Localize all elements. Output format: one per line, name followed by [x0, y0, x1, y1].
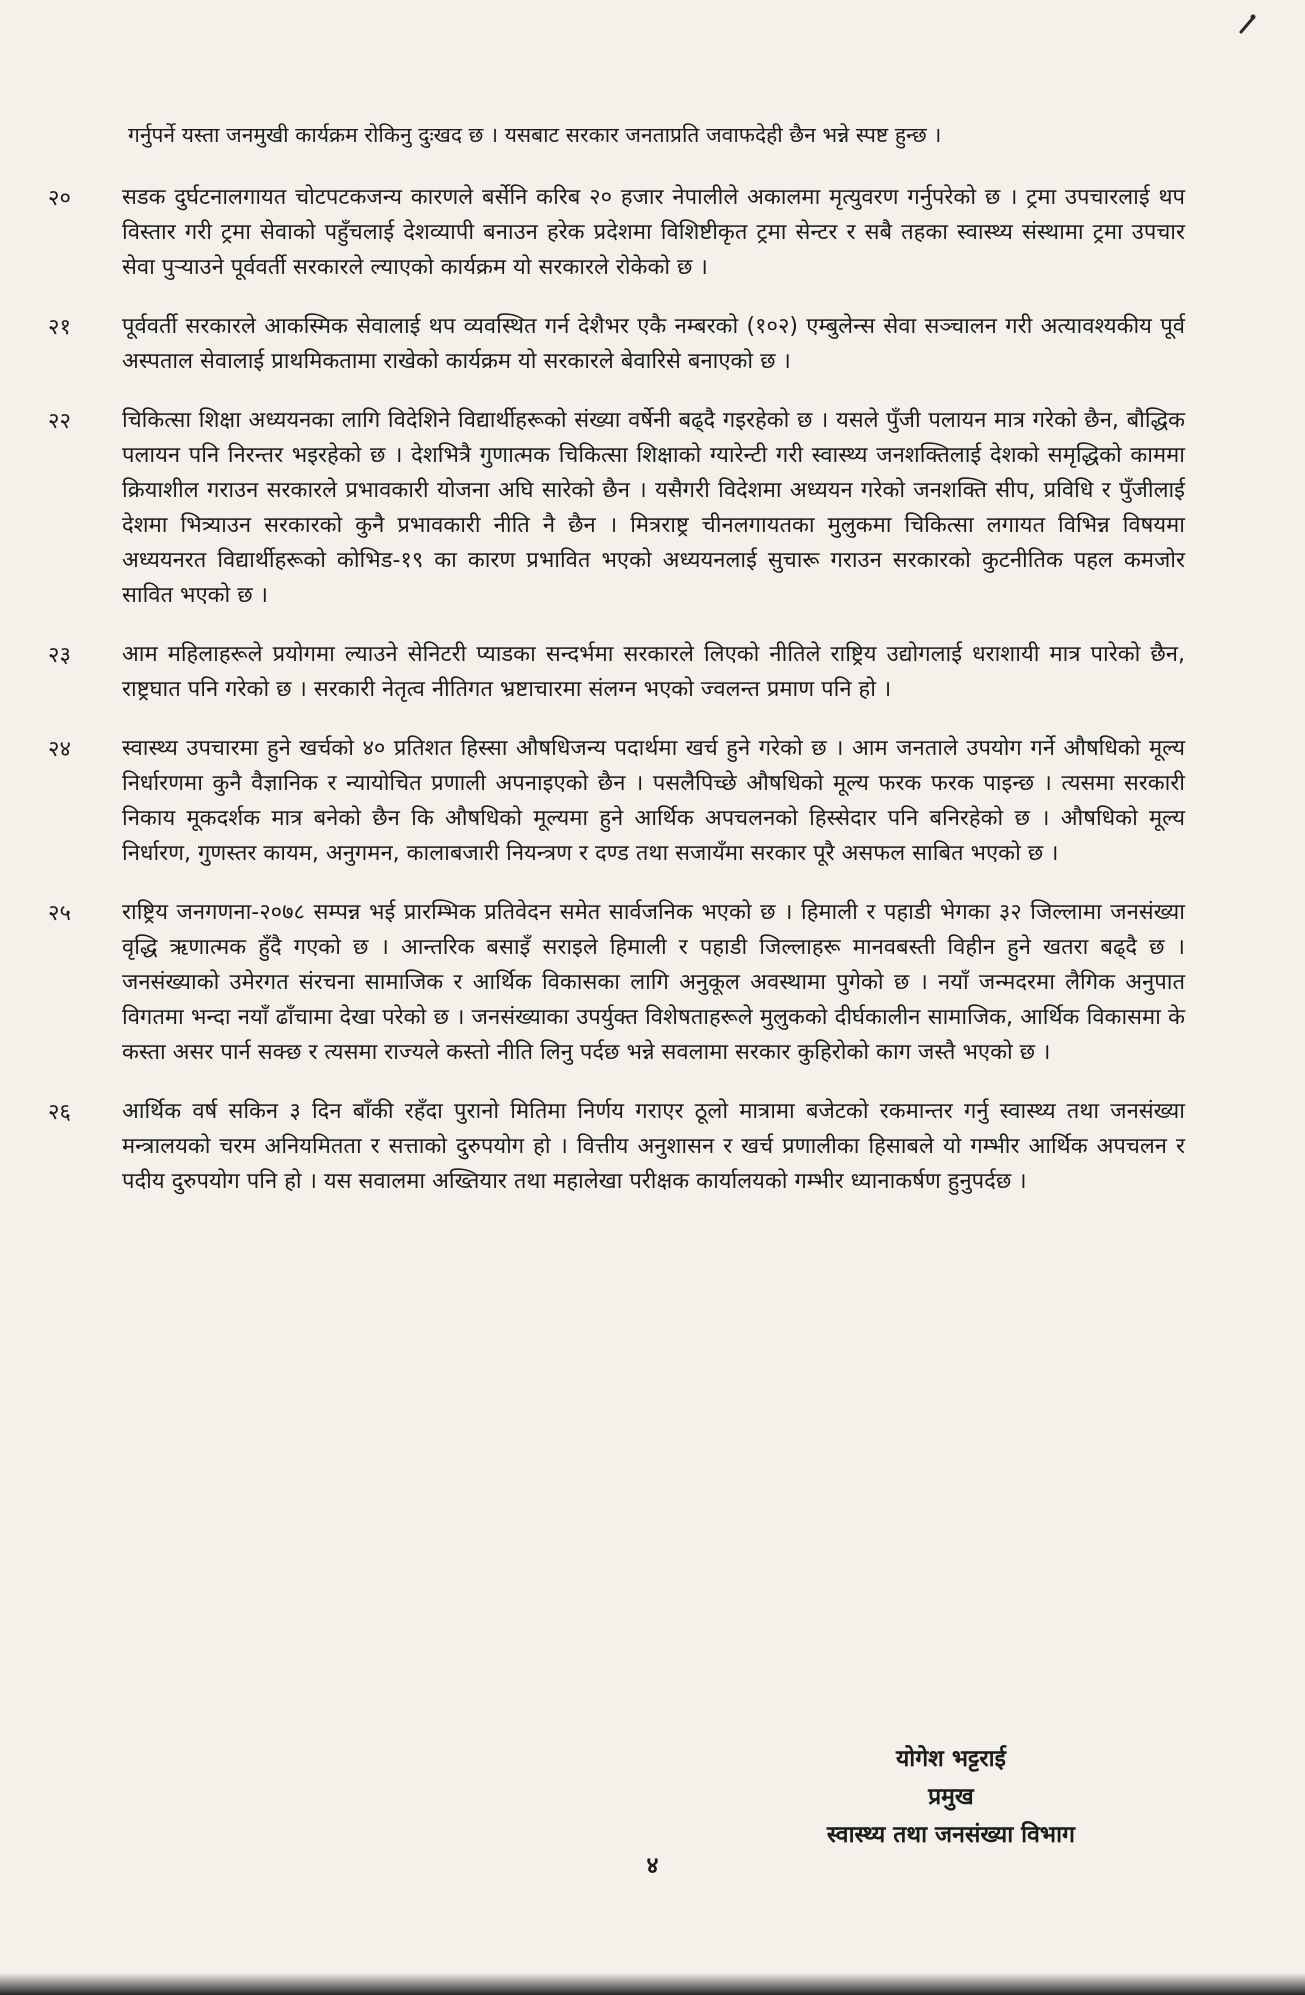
item-text: सडक दुर्घटनालगायत चोटपटकजन्य कारणले बर्सेनि करिब २० हजार नेपालीले अकालमा मृत्युवरण गर्नुपरेको छ । ट्रमा उपचारलाई थप विस्तार गरी ट्रमा सेवाको पहुँचलाई देशव्यापी बनाउन हरेक प्रदेशमा विशिष्टीकृत ट्रमा सेन्टर र सबै तहका स्वास्थ्य संस्थामा ट्रमा उपचार सेवा पुऱ्याउने पूर्ववर्ती सरकारले ल्याएको कार्यक्रम यो सरकारले रोकेको छ । — [122, 185, 1185, 280]
pen-mark-icon — [1235, 12, 1259, 36]
scan-edge-shadow — [0, 1973, 1305, 1995]
list-item — [48, 403, 1185, 613]
item-number: २३ — [48, 643, 71, 668]
item-number: २० — [48, 186, 71, 211]
item-text: आम महिलाहरूले प्रयोगमा ल्याउने सेनिटरी प्याडका सन्दर्भमा सरकारले लिएको नीतिले राष्ट्रिय उद्योगलाई धराशायी मात्र पारेको छैन, राष्ट्रघात पनि गरेको छ । सरकारी नेतृत्व नीतिगत भ्रष्टाचारमा संलग्न भएको ज्वलन्त प्रमाण पनि हो । — [122, 642, 1185, 702]
item-number: २५ — [48, 901, 71, 926]
item-text: राष्ट्रिय जनगणना-२०७८ सम्पन्न भई प्रारम्भिक प्रतिवेदन समेत सार्वजनिक भएको छ । हिमाली र पहाडी भेगका ३२ जिल्लामा जनसंख्या वृद्धि ऋणात्मक हुँदै गएको छ । आन्तरिक बसाइँ सराइले हिमाली र पहाडी जिल्लाहरू मानवबस्ती विहीन हुने खतरा बढ्दै छ । जनसंख्याको उमेरगत संरचना सामाजिक र आर्थिक विकासका लागि अनुकूल अवस्थामा पुगेको छ । नयाँ जन्मदरमा लैगिक अनुपात विगतमा भन्दा नयाँ ढाँचामा देखा परेको छ । जनसंख्याका उपर्युक्त विशेषताहरूले मुलुकको दीर्घकालीन सामाजिक, आर्थिक विकासमा के कस्ता असर पार्न सक्छ र त्यसमा राज्यले कस्तो नीति लिनु पर्दछ भन्ने सवलामा सरकार कुहिरोको काग जस्तै भएको छ । — [122, 900, 1185, 1065]
list-item — [48, 637, 1185, 707]
signatory-role: प्रमुख — [928, 1784, 974, 1810]
signatory-department: स्वास्थ्य तथा जनसंख्या विभाग — [826, 1822, 1075, 1848]
list-item — [48, 895, 1185, 1070]
item-number: २६ — [48, 1100, 71, 1125]
list-item — [48, 180, 1185, 285]
list-item — [48, 1094, 1185, 1199]
item-number: २१ — [48, 315, 71, 340]
list-item — [48, 731, 1185, 871]
item-number: २४ — [48, 737, 71, 762]
signatory-name: योगेश भट्टराई — [895, 1746, 1006, 1772]
item-number: २२ — [48, 409, 71, 434]
lead-paragraph: गर्नुपर्ने यस्ता जनमुखी कार्यक्रम रोकिनु दुःखद छ । यसबाट सरकार जनताप्रति जवाफदेही छैन भन्ने स्पष्ट हुन्छ । — [128, 123, 942, 147]
item-text: स्वास्थ्य उपचारमा हुने खर्चको ४० प्रतिशत हिस्सा औषधिजन्य पदार्थमा खर्च हुने गरेको छ । आम जनताले उपयोग गर्ने औषधिको मूल्य निर्धारणमा कुनै वैज्ञानिक र न्यायोचित प्रणाली अपनाइएको छैन । पसलैपिच्छे औषधिको मूल्य फरक फरक पाइन्छ । त्यसमा सरकारी निकाय मूकदर्शक मात्र बनेको छैन कि औषधिको मूल्यमा हुने आर्थिक अपचलनको हिस्सेदार पनि बनिरहेको छ । औषधिको मूल्य निर्धारण, गुणस्तर कायम, अनुगमन, कालाबजारी नियन्त्रण र दण्ड तथा सजायँमा सरकार पूरै असफल साबित भएको छ । — [122, 736, 1185, 866]
item-text: आर्थिक वर्ष सकिन ३ दिन बाँकी रहँदा पुरानो मितिमा निर्णय गराएर ठूलो मात्रामा बजेटको रकमान्तर गर्नु स्वास्थ्य तथा जनसंख्या मन्त्रालयको चरम अनियमितता र सत्ताको दुरुपयोग हो । वित्तीय अनुशासन र खर्च प्रणालीका हिसाबले यो गम्भीर आर्थिक अपचलन र पदीय दुरुपयोग पनि हो । यस सवालमा अख्तियार तथा महालेखा परीक्षक कार्यालयको गम्भीर ध्यानाकर्षण हुनुपर्दछ । — [122, 1099, 1185, 1194]
page-number: ४ — [646, 1853, 659, 1879]
item-text: पूर्ववर्ती सरकारले आकस्मिक सेवालाई थप व्यवस्थित गर्न देशैभर एकै नम्बरको (१०२) एम्बुलेन्स सेवा सञ्चालन गरी अत्यावश्यकीय पूर्व अस्पताल सेवालाई प्राथमिकतामा राखेको कार्यक्रम यो सरकारले बेवारिसे बनाएको छ । — [122, 314, 1185, 374]
signature-block — [827, 1740, 1075, 1854]
item-text: चिकित्सा शिक्षा अध्ययनका लागि विदेशिने विद्यार्थीहरूको संख्या वर्षेनी बढ्दै गइरहेको छ । यसले पुँजी पलायन मात्र गरेको छैन, बौद्धिक पलायन पनि निरन्तर भइरहेको छ । देशभित्रै गुणात्मक चिकित्सा शिक्षाको ग्यारेन्टी गरी स्वास्थ्य जनशक्तिलाई देशको समृद्धिको काममा क्रियाशील गराउन सरकारले प्रभावकारी योजना अघि सारेको छैन । यसैगरी विदेशमा अध्ययन गरेको जनशक्ति सीप, प्रविधि र पुँजीलाई देशमा भित्र्याउन सरकारको कुनै प्रभावकारी नीति नै छैन । मित्रराष्ट्र चीनलगायतका मुलुकमा चिकित्सा लगायत विभिन्न विषयमा अध्ययनरत विद्यार्थीहरूको कोभिड-१९ का कारण प्रभावित भएको अध्ययनलाई सुचारू गराउन सरकारको कुटनीतिक पहल कमजोर सावित भएको छ । — [122, 408, 1185, 608]
list-item — [48, 309, 1185, 379]
